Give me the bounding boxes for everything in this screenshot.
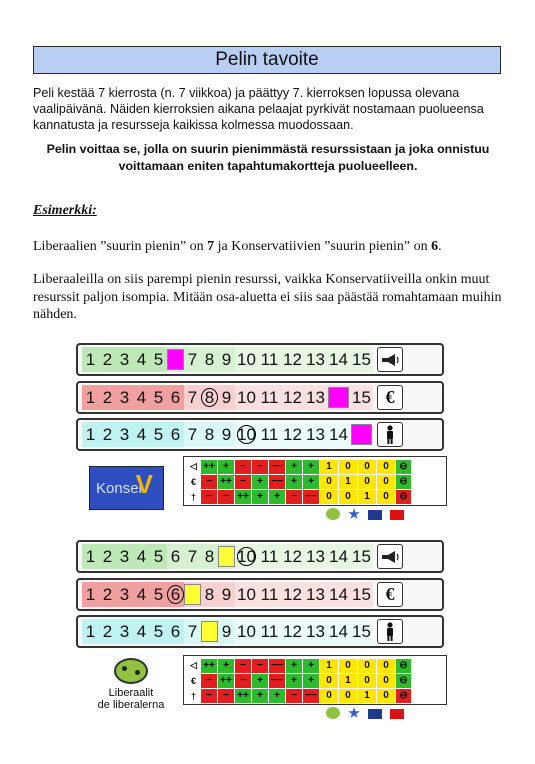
- card-table-cell: −−: [303, 689, 320, 703]
- card-table-cell: −: [201, 475, 218, 489]
- card-table-cell: −−: [269, 475, 286, 489]
- track-cell: 13: [304, 347, 327, 372]
- track-marker: [201, 619, 218, 644]
- card-row-icon: ◁: [187, 659, 201, 673]
- card-row-end: ⊖: [396, 475, 412, 489]
- track-cell: 9: [218, 422, 235, 447]
- card-table-cell: +: [269, 490, 286, 504]
- track-cell: 5: [150, 385, 167, 410]
- track-cell-circled: 10: [235, 544, 258, 569]
- card-table-cell: −: [235, 475, 252, 489]
- track-cell-circled: 6: [167, 582, 184, 607]
- track-cell: 9: [218, 385, 235, 410]
- track-cell: 15: [350, 582, 373, 607]
- track-cell: 1: [82, 385, 99, 410]
- card-table-cell: 0: [358, 674, 377, 688]
- card-table-cell: −: [286, 490, 303, 504]
- card-row-icon: €: [187, 674, 201, 688]
- card-table-cell: 0: [320, 674, 339, 688]
- track-cell: 13: [304, 544, 327, 569]
- small-party-logos: [326, 508, 404, 520]
- card-table-cell: +: [252, 689, 269, 703]
- card-table-cell: −: [201, 674, 218, 688]
- track-cell: 3: [116, 544, 133, 569]
- track-cell-circled: 10: [235, 422, 258, 447]
- card-table-cell: +: [252, 490, 269, 504]
- card-table-row: [187, 658, 443, 673]
- example-line-1: Liberaalien ”suurin pienin” on 7 ja Konservatiivien ”suurin pienin” on 6.: [33, 239, 442, 254]
- track-marker: [167, 347, 184, 372]
- resource-track-cyan: [76, 615, 444, 648]
- card-table-cell: +: [303, 475, 320, 489]
- card-row-end: ⊖: [396, 659, 412, 673]
- track-cell: 8: [201, 347, 218, 372]
- flag-logo-icon: [368, 510, 382, 520]
- card-table-cell: ++: [201, 460, 218, 474]
- card-table-cell: ++: [235, 490, 252, 504]
- megaphone-icon: [377, 544, 403, 569]
- resource-track-green: [76, 540, 444, 573]
- track-cell: 10: [235, 582, 258, 607]
- track-cell: 3: [116, 422, 133, 447]
- track-cell: 1: [82, 422, 99, 447]
- card-table-cell: −: [218, 689, 235, 703]
- card-table-cell: −: [235, 674, 252, 688]
- card-table-cell: −: [235, 460, 252, 474]
- track-cell: 4: [133, 422, 150, 447]
- card-table-cell: 1: [358, 490, 377, 504]
- track-cell: 15: [350, 544, 373, 569]
- person-icon: [377, 619, 403, 644]
- card-row-icon: €: [187, 475, 201, 489]
- track-cell: 2: [99, 582, 116, 607]
- card-table-cell: −: [201, 689, 218, 703]
- card-table-cell: −: [201, 490, 218, 504]
- card-table-cell: +: [303, 674, 320, 688]
- track-cell: 4: [133, 619, 150, 644]
- track-cell: 2: [99, 619, 116, 644]
- track-cell: 3: [116, 347, 133, 372]
- card-table-cell: 0: [377, 674, 396, 688]
- track-cell: 2: [99, 544, 116, 569]
- track-cell: 11: [258, 385, 281, 410]
- track-cell-circled: 8: [201, 385, 218, 410]
- track-cell: 7: [184, 544, 201, 569]
- card-table-row: [187, 489, 443, 504]
- track-cell: 12: [281, 619, 304, 644]
- track-cell: 11: [258, 422, 281, 447]
- card-table-cell: +: [286, 659, 303, 673]
- track-cell: 2: [99, 385, 116, 410]
- track-cell: 5: [150, 422, 167, 447]
- track-cell: 10: [235, 385, 258, 410]
- track-cell: 4: [133, 582, 150, 607]
- ladybug-icon: [326, 707, 340, 719]
- track-cell: 1: [82, 619, 99, 644]
- example-line-2: Liberaaleilla on siis parempi pienin resurssi, vaikka Konservatiiveilla onkin muut resurssit paljon isompia. Mitään osa-aluetta ei siis saa päästää romahtamaan muihin nähden.: [33, 272, 502, 322]
- card-table-cell: 0: [377, 490, 396, 504]
- card-row-icon: †: [187, 689, 201, 703]
- card-table-cell: 0: [377, 460, 396, 474]
- card-table-cell: 1: [339, 475, 358, 489]
- track-cell: 9: [218, 347, 235, 372]
- track-cell: 15: [350, 619, 373, 644]
- track-cell: 14: [327, 544, 350, 569]
- track-cell: 9: [218, 582, 235, 607]
- card-table-row: [187, 673, 443, 688]
- track-cell: 10: [235, 619, 258, 644]
- track-cell: 1: [82, 582, 99, 607]
- track-cell: 13: [304, 619, 327, 644]
- card-table-cell: ++: [201, 659, 218, 673]
- track-cell: 3: [116, 619, 133, 644]
- track-cell: 6: [167, 385, 184, 410]
- track-cell: 1: [82, 347, 99, 372]
- track-cell: 11: [258, 347, 281, 372]
- star-logo-icon: [348, 707, 360, 719]
- track-cell: 3: [116, 582, 133, 607]
- card-table-cell: +: [286, 674, 303, 688]
- card-table-cell: −−: [269, 659, 286, 673]
- track-cell: 14: [327, 619, 350, 644]
- track-cell: 13: [304, 385, 327, 410]
- intro-paragraph: Peli kestää 7 kierrosta (n. 7 viikkoa) ja päättyy 7. kierroksen lopussa olevana vaalipäivänä. Näiden kierroksien aikana pelaajat pyrkivät nostamaan puolueensa kannatusta ja resursseja kaikissa kolmessa muodossaan.: [33, 86, 484, 133]
- card-table-cell: −: [286, 689, 303, 703]
- small-party-logos: [326, 707, 404, 719]
- card-table-cell: 0: [339, 490, 358, 504]
- track-cell: 11: [258, 582, 281, 607]
- card-table-row: [187, 459, 443, 474]
- event-card-table: [183, 456, 447, 506]
- card-table-cell: 0: [377, 475, 396, 489]
- track-marker: [218, 544, 235, 569]
- card-table-cell: ++: [218, 475, 235, 489]
- card-table-cell: +: [303, 659, 320, 673]
- track-cell: 12: [281, 347, 304, 372]
- track-cell: 12: [281, 544, 304, 569]
- konservatiivit-logo: [89, 466, 164, 510]
- red-logo-icon: [390, 510, 404, 520]
- track-cell: 13: [304, 422, 327, 447]
- card-row-end: ⊖: [396, 674, 412, 688]
- track-cell: 14: [327, 582, 350, 607]
- card-table-cell: 0: [358, 460, 377, 474]
- track-cell: 5: [150, 582, 167, 607]
- track-cell: 3: [116, 385, 133, 410]
- card-table-cell: 1: [339, 674, 358, 688]
- track-cell: 11: [258, 619, 281, 644]
- card-table-cell: +: [252, 475, 269, 489]
- track-marker: [350, 422, 373, 447]
- konservatiivit-logo-text: Konser: [96, 479, 144, 497]
- track-cell: 6: [167, 619, 184, 644]
- card-table-cell: 0: [339, 689, 358, 703]
- track-cell: 5: [150, 347, 167, 372]
- track-cell: 4: [133, 347, 150, 372]
- card-table-cell: 1: [320, 659, 339, 673]
- track-cell: 8: [201, 582, 218, 607]
- card-table-cell: 1: [320, 460, 339, 474]
- resource-track-green: [76, 343, 444, 376]
- card-table-cell: 0: [358, 659, 377, 673]
- page-title: Pelin tavoite: [33, 46, 501, 74]
- card-table-cell: ++: [218, 674, 235, 688]
- card-table-cell: −: [252, 659, 269, 673]
- resource-track-cyan: [76, 418, 444, 451]
- track-cell: 13: [304, 582, 327, 607]
- card-table-cell: +: [269, 689, 286, 703]
- card-table-cell: 0: [320, 475, 339, 489]
- card-row-end: ⊖: [396, 689, 412, 703]
- card-table-cell: −−: [269, 674, 286, 688]
- track-cell: 7: [184, 422, 201, 447]
- track-cell: 7: [184, 619, 201, 644]
- track-cell: 8: [201, 422, 218, 447]
- liberaalit-logo: [86, 658, 176, 718]
- card-table-cell: −−: [269, 460, 286, 474]
- card-row-end: ⊖: [396, 490, 412, 504]
- card-row-icon: †: [187, 490, 201, 504]
- card-table-cell: +: [218, 460, 235, 474]
- person-icon: [377, 422, 403, 447]
- card-table-cell: 0: [377, 659, 396, 673]
- card-table-cell: +: [303, 460, 320, 474]
- card-table-row: [187, 474, 443, 489]
- card-table-cell: 0: [320, 490, 339, 504]
- track-cell: 5: [150, 619, 167, 644]
- liberaalit-logo-text: Liberaalit de liberalerna: [97, 687, 165, 711]
- track-cell: 4: [133, 544, 150, 569]
- konservatiivit-v-mark: V: [135, 469, 153, 499]
- track-cell: 8: [201, 544, 218, 569]
- star-logo-icon: [348, 508, 360, 520]
- example-heading: Esimerkki:: [33, 203, 97, 218]
- card-table-cell: −: [235, 659, 252, 673]
- flag-logo-icon: [368, 709, 382, 719]
- ladybug-icon: [326, 508, 340, 520]
- megaphone-icon: [377, 347, 403, 372]
- track-cell: 9: [218, 619, 235, 644]
- card-table-cell: +: [218, 659, 235, 673]
- card-table-cell: 0: [358, 475, 377, 489]
- card-table-cell: +: [286, 475, 303, 489]
- event-card-table: [183, 655, 447, 705]
- track-cell: 6: [167, 544, 184, 569]
- track-cell: 15: [350, 385, 373, 410]
- card-table-cell: 0: [339, 460, 358, 474]
- track-cell: 7: [184, 347, 201, 372]
- card-table-cell: 0: [320, 689, 339, 703]
- track-cell: 12: [281, 582, 304, 607]
- card-table-row: [187, 688, 443, 703]
- card-table-cell: ++: [235, 689, 252, 703]
- win-rule: Pelin voittaa se, jolla on suurin pienimmästä resurssistaan ja joka onnistuu voittamaan eniten tapahtumakortteja puolueelleen.: [46, 142, 490, 173]
- red-logo-icon: [390, 709, 404, 719]
- card-row-end: ⊖: [396, 460, 412, 474]
- track-cell: 2: [99, 347, 116, 372]
- track-cell: 12: [281, 385, 304, 410]
- resource-track-red: [76, 381, 444, 414]
- card-table-cell: +: [252, 674, 269, 688]
- card-table-cell: 1: [358, 689, 377, 703]
- euro-icon: €: [377, 582, 403, 607]
- track-cell: 11: [258, 544, 281, 569]
- track-cell: 4: [133, 385, 150, 410]
- card-table-cell: 0: [339, 659, 358, 673]
- track-cell: 10: [235, 347, 258, 372]
- track-cell: 12: [281, 422, 304, 447]
- track-cell: 1: [82, 544, 99, 569]
- track-cell: 14: [327, 347, 350, 372]
- track-cell: 15: [350, 347, 373, 372]
- card-row-icon: ◁: [187, 460, 201, 474]
- resource-track-red: [76, 578, 444, 611]
- card-table-cell: +: [286, 460, 303, 474]
- card-table-cell: −: [218, 490, 235, 504]
- track-cell: 7: [184, 385, 201, 410]
- track-cell: 5: [150, 544, 167, 569]
- track-marker: [184, 582, 201, 607]
- card-table-cell: −: [252, 460, 269, 474]
- track-cell: 14: [327, 422, 350, 447]
- track-cell: 2: [99, 422, 116, 447]
- card-table-cell: 0: [377, 689, 396, 703]
- ladybug-icon: [114, 658, 148, 684]
- track-marker: [327, 385, 350, 410]
- track-cell: 6: [167, 422, 184, 447]
- euro-icon: €: [377, 385, 403, 410]
- card-table-cell: −−: [303, 490, 320, 504]
